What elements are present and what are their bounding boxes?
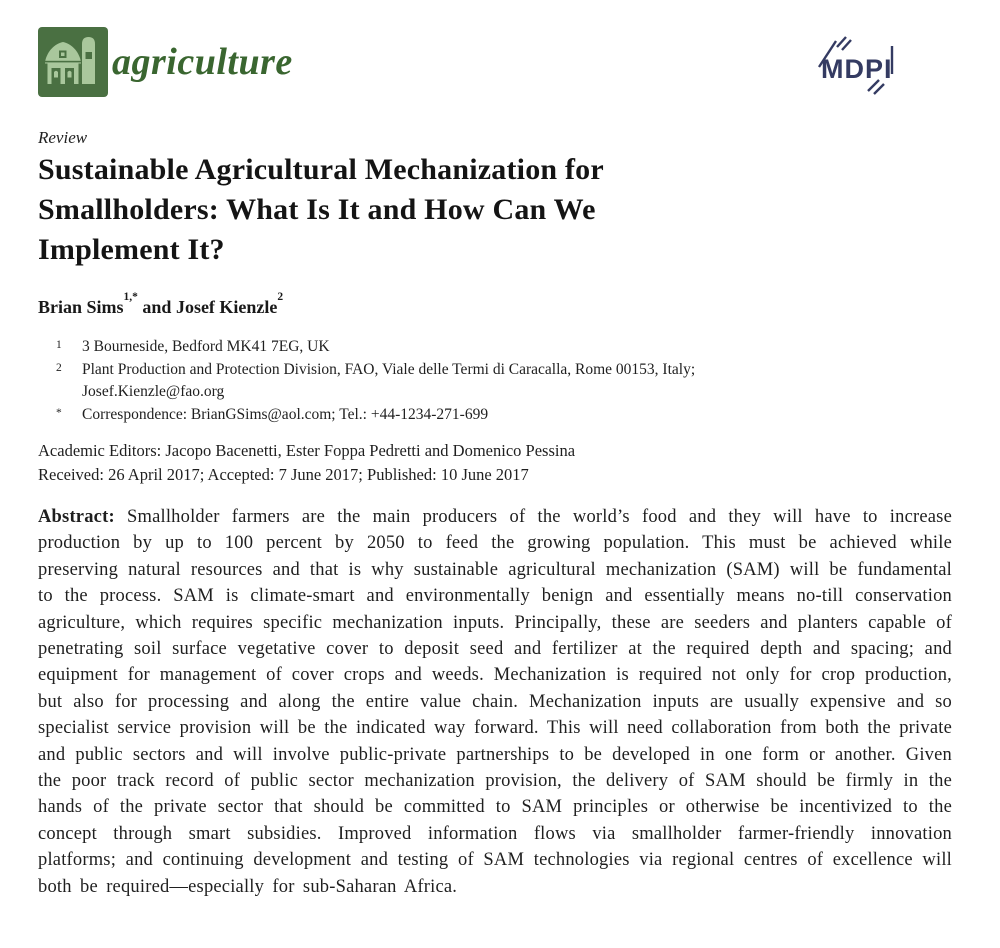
mdpi-logo [808, 34, 900, 96]
article-title [38, 150, 818, 270]
author-name-1: Brian Sims [38, 297, 124, 317]
mdpi-book-icon [808, 34, 900, 96]
mdpi-wordmark: MDPI [821, 54, 893, 84]
affiliation-text [82, 359, 936, 404]
abstract [38, 504, 952, 900]
correspondence-text: Correspondence: BrianGSims@aol.com; Tel.: +44-1234-271-699 [82, 405, 489, 423]
academic-editors-line: Academic Editors: Jacopo Bacenetti, Ester Foppa Pedretti and Domenico Pessina [38, 441, 576, 460]
affiliation-email: Josef.Kienzle@fao.org [82, 383, 225, 400]
abstract-label: Abstract: [38, 507, 115, 527]
barn-icon [38, 27, 108, 97]
author-name-2: Josef Kienzle [175, 297, 278, 317]
history-line: Received: 26 April 2017; Accepted: 7 June 2017; Published: 10 June 2017 [38, 464, 529, 484]
authors-connector: and [142, 297, 172, 317]
author-marker-1: 1,* [123, 291, 138, 303]
affiliation-item [56, 336, 936, 359]
affiliation-item [56, 359, 936, 404]
affiliation-text: 3 Bourneside, Bedford MK41 7EG, UK [82, 338, 330, 355]
title-line-1: Sustainable Agricultural Mechanization for [38, 153, 604, 186]
affiliation-text-line: Plant Production and Protection Division, FAO, Viale delle Termi di Caracalla, Rome 00153, Italy; [82, 360, 696, 378]
affiliation-item [56, 404, 936, 427]
abstract-text: Smallholder farmers are the main producers of the world’s food and they will have to increase production by up to 100 percent by 2050 to feed the growing population. This must be achieved while preserving natural resources and that is why sustainable agricultural mechanization (SAM) will be fundamental to the process. SAM is climate-smart and environmentally benign and essentially means no-till conservation agriculture, which requires specific mechanization inputs. Principally, these are seeders and planters capable of penetrating soil surface vegetative cover to deposit seed and fertilizer at the required depth and spacing; and equipment for management of cover crops and weeds. Mechanization is required not only for crop production, but also for processing and along the entire value chain. Mechanization inputs are usually expensive and so specialist service provision will be the indicated way forward. This will need collaboration from both the private and public sectors and will involve public-private partnerships to be developed in one form or another. Given the poor track record of public sector mechanization provision, the delivery of SAM should be firmly in the hands of the private sector that should be committed to SAM principles or otherwise be incentivized to the concept through smart subsidies. Improved information flows via smallholder farmer-friendly innovation platforms; and continuing development and testing of SAM technologies via regional centres of excellence will both be required—especially for sub-Saharan Africa. [38, 507, 952, 897]
authors-line [38, 291, 898, 318]
affiliation-marker: 2 [56, 361, 62, 374]
journal-wordmark: agriculture [112, 41, 293, 83]
affiliation-list [56, 336, 936, 426]
title-line-2: Smallholders: What Is It and How Can We [38, 193, 596, 226]
article-type-label: Review [38, 128, 88, 147]
meta-block [38, 439, 918, 486]
affiliation-marker: 1 [56, 339, 62, 351]
agriculture-journal-logo [38, 27, 108, 97]
title-line-3: Implement It? [38, 233, 225, 266]
author-marker-2: 2 [277, 291, 284, 303]
affiliation-marker: * [56, 406, 62, 419]
